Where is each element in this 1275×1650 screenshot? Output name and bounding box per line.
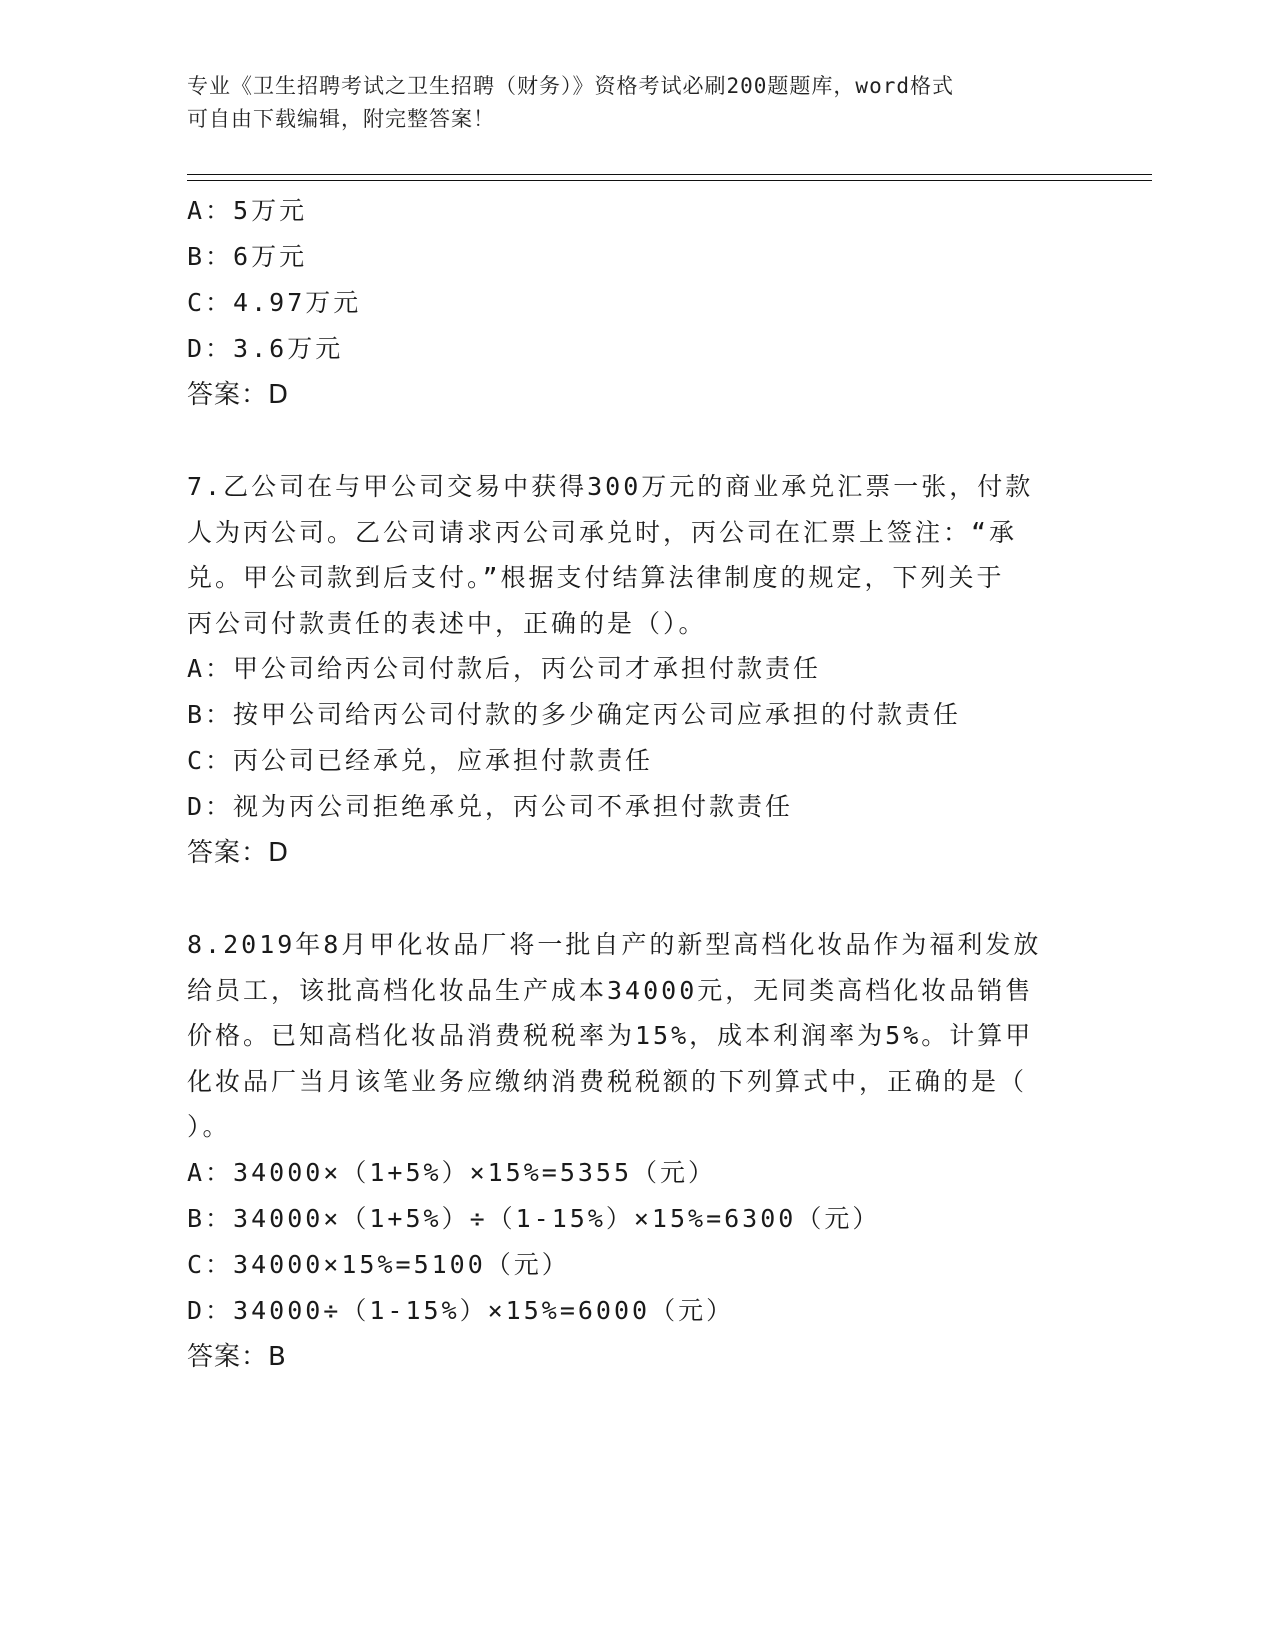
- header-line-2: 可自由下载编辑，附完整答案！: [187, 107, 495, 131]
- question-8: [187, 922, 1087, 1380]
- spacer: [187, 418, 1087, 464]
- option-c: C：4.97万元: [187, 288, 362, 317]
- header-rule-top: [187, 174, 1152, 175]
- option-d: D：3.6万元: [187, 334, 344, 363]
- option-a: A：甲公司给丙公司付款后，丙公司才承担付款责任: [187, 654, 822, 683]
- question-text-line: 人为丙公司。乙公司请求丙公司承兑时，丙公司在汇票上签注：“承: [187, 517, 1018, 547]
- spacer: [187, 876, 1087, 922]
- option-d: D：34000÷（1-15%）×15%=6000（元）: [187, 1295, 735, 1325]
- question-text-line: 化妆品厂当月该笔业务应缴纳消费税税额的下列算式中，正确的是（: [187, 1066, 1028, 1096]
- option-b: B：按甲公司给丙公司付款的多少确定丙公司应承担的付款责任: [187, 700, 962, 729]
- question-text: [187, 464, 1087, 646]
- question-text-line: 价格。已知高档化妆品消费税税率为15%，成本利润率为5%。计算甲: [187, 1021, 1034, 1050]
- option-b: B：6万元: [187, 242, 308, 271]
- question-7: [187, 464, 1087, 876]
- option-a: A：34000×（1+5%）×15%=5355（元）: [187, 1157, 717, 1187]
- option-b: B：34000×（1+5%）÷（1-15%）×15%=6300（元）: [187, 1203, 881, 1233]
- question-text-line: 兑。甲公司款到后支付。”根据支付结算法律制度的规定，下列关于: [187, 563, 1005, 592]
- question-6-continued: [187, 188, 1087, 418]
- option-c: C：34000×15%=5100（元）: [187, 1249, 570, 1279]
- document-header: [187, 70, 1067, 136]
- header-rule-bottom: [187, 180, 1152, 181]
- question-text-line: 7.乙公司在与甲公司交易中获得300万元的商业承兑汇票一张，付款: [187, 472, 1034, 501]
- question-text: [187, 922, 1087, 1150]
- option-d: D：视为丙公司拒绝承兑，丙公司不承担付款责任: [187, 792, 794, 821]
- option-c: C：丙公司已经承兑，应承担付款责任: [187, 746, 654, 775]
- question-text-line: 8.2019年8月甲化妆品厂将一批自产的新型高档化妆品作为福利发放: [187, 930, 1042, 959]
- answer-line: 答案：D: [187, 380, 290, 410]
- header-line-1: 专业《卫生招聘考试之卫生招聘（财务）》资格考试必刷200题题库，word格式: [187, 74, 954, 98]
- question-text-line: 丙公司付款责任的表述中，正确的是（）。: [187, 608, 707, 638]
- question-text-line: ）。: [187, 1112, 231, 1141]
- question-text-line: 给员工，该批高档化妆品生产成本34000元，无同类高档化妆品销售: [187, 975, 1034, 1005]
- answer-line: 答案：B: [187, 1341, 287, 1372]
- option-a: A：5万元: [187, 196, 308, 225]
- document-body: [187, 188, 1087, 1380]
- answer-line: 答案：D: [187, 838, 290, 868]
